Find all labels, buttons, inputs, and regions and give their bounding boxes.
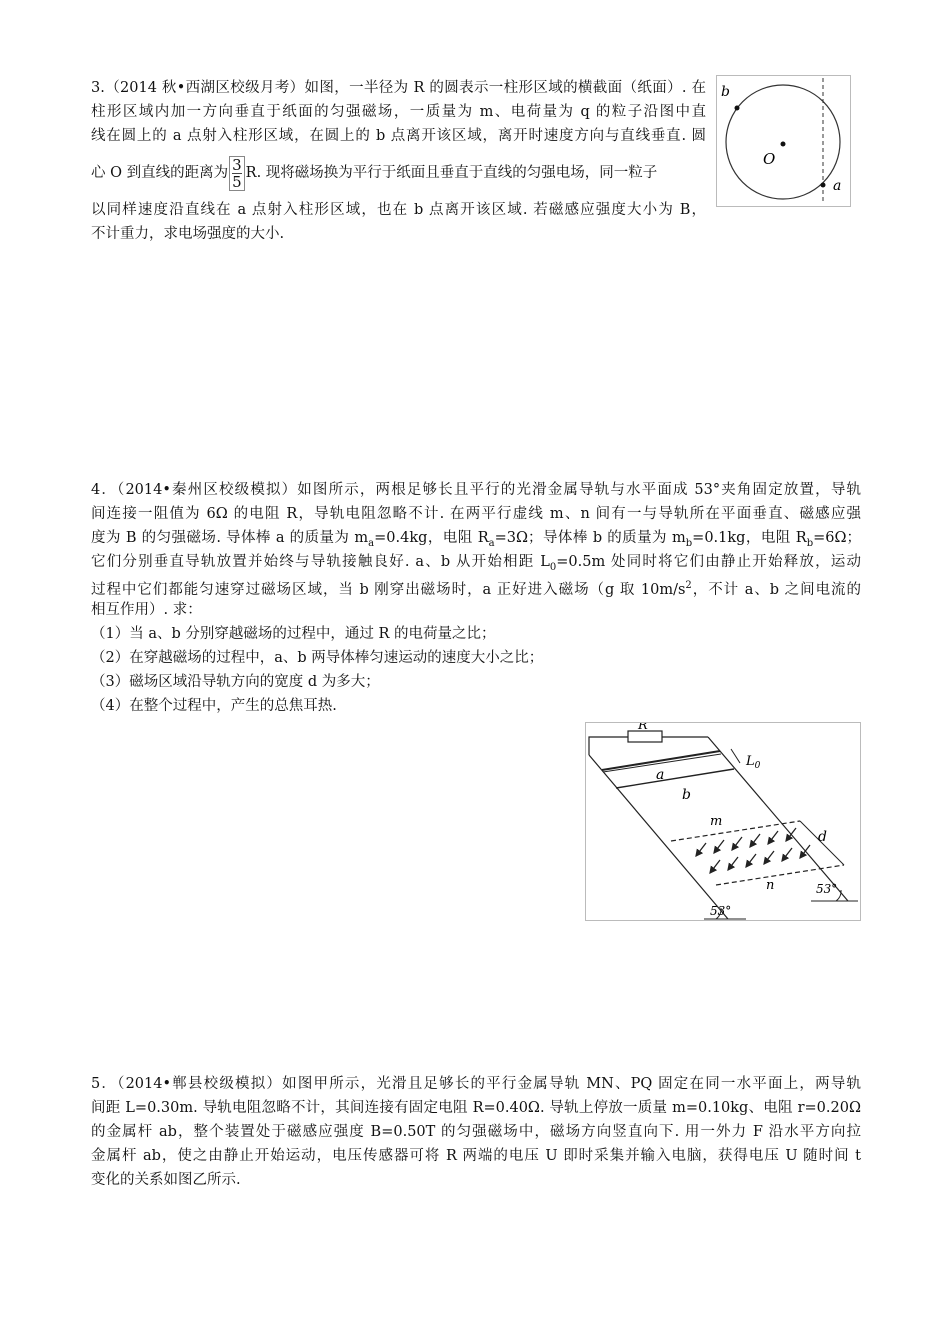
q4-line-3: [91, 526, 861, 550]
q4-line-4-b: =0.5m 处同时将它们由静止开始释放，运动: [556, 554, 861, 570]
label-b: b: [721, 84, 730, 100]
q4-line-5: [91, 574, 861, 598]
label-l0: $L_0$: [746, 754, 761, 771]
rod-b: [616, 769, 734, 788]
q4-sub-ma: a: [368, 537, 375, 549]
q5-line-2: 间距 L=0.30m. 导轨电阻忽略不计，其间连接有固定电阻 R=0.40Ω. 导轨上停放一质量 m=0.10kg、电阻 r=0.20Ω: [91, 1100, 861, 1116]
q4-line-3-d: =0.1kg，电阻 R: [692, 530, 807, 546]
q4-line-2: 间连接一阻值为 6Ω 的电阻 R，导轨电阻忽略不计. 在两平行虚线 m、n 间有一与导轨所在平面垂直、磁感应强: [91, 506, 861, 522]
point-a: [821, 183, 826, 188]
q5-line-1: 5．（2014•郸县校级模拟）如图甲所示，光滑且足够长的平行金属导轨 MN、PQ 固定在同一水平面上，两导轨: [91, 1076, 861, 1092]
q4-line-6: 相互作用）. 求：: [91, 602, 202, 618]
q4-line-5-a: 过程中它们都能匀速穿过磁场区域，当 b 刚穿出磁场时，a 正好进入磁场（g 取 10m/s: [91, 581, 686, 598]
label-resistor: R: [638, 723, 648, 733]
wire-left: [589, 737, 628, 755]
q4-sub-ra: a: [488, 537, 495, 549]
q4-line-5-b: ，不计 a、b 之间电流的: [691, 581, 861, 598]
right-rail: [708, 737, 848, 901]
q5-line-3: 的金属杆 ab，整个装置处于磁感应强度 B=0.50T 的匀强磁场中，磁场方向竖直向下. 用一外力 F 沿水平方向拉: [91, 1124, 861, 1140]
angle-right: 53°: [816, 882, 838, 896]
fraction: [229, 156, 245, 191]
label-rod-b: b: [682, 787, 691, 803]
circle-diagram: [717, 76, 850, 206]
label-o: O: [763, 150, 776, 168]
q3-line-3: 线在圆上的 a 点射入柱形区域，在圆上的 b 点离开该区域，离开时速度方向与直线垂直. 圆: [91, 128, 707, 144]
point-b: [735, 106, 740, 111]
q3-line-6: 不计重力，求电场强度的大小.: [91, 226, 285, 242]
q4-item-3: （3）磁场区域沿导轨方向的宽度 d 为多大；: [91, 674, 380, 690]
question-4: [91, 478, 861, 718]
label-a: a: [833, 178, 842, 194]
fraction-numerator: 3: [232, 155, 242, 174]
fraction-denominator: 5: [232, 172, 242, 191]
q3-line-4: [91, 148, 706, 198]
q4-sub-mb: b: [685, 537, 693, 549]
q4-sup-2: 2: [685, 580, 692, 591]
label-n: n: [766, 878, 775, 893]
q4-line-1: 4．（2014•秦州区校级模拟）如图所示，两根足够长且平行的光滑金属导轨与水平面成 53°夹角固定放置，导轨: [91, 482, 861, 498]
q4-sub-l0: 0: [549, 561, 557, 573]
q3-line-4-post: R. 现将磁场换为平行于纸面且垂直于直线的匀强电场，同一粒子: [245, 165, 658, 181]
q4-item-4: （4）在整个过程中，产生的总焦耳热.: [91, 698, 337, 714]
label-d: d: [818, 829, 827, 845]
l0-marker: [731, 749, 740, 763]
q5-line-5: 变化的关系如图乙所示.: [91, 1172, 241, 1188]
circle-figure: [716, 75, 851, 207]
q4-line-4: [91, 550, 861, 574]
q4-line-3-a: 度为 B 的匀强磁场. 导体棒 a 的质量为 m: [91, 530, 369, 546]
q4-line-3-b: =0.4kg，电阻 R: [374, 530, 489, 546]
boundary-m: [671, 821, 800, 841]
q4-item-2: （2）在穿越磁场的过程中，a、b 两导体棒匀速运动的速度大小之比；: [91, 650, 544, 666]
q4-sub-rb: b: [806, 537, 814, 549]
question-5: [91, 1072, 861, 1192]
q3-line-5: 以同样速度沿直线在 a 点射入柱形区域，也在 b 点离开该区域. 若磁感应强度大小为 B，: [91, 202, 706, 218]
q4-line-3-c: =3Ω；导体棒 b 的质量为 m: [494, 530, 686, 546]
point-o: [781, 142, 786, 147]
angle-left: 53°: [710, 904, 732, 918]
rail-diagram: [586, 723, 860, 920]
q5-line-4: 金属杆 ab，使之由静止开始运动，电压传感器可将 R 两端的电压 U 即时采集并输入电脑，获得电压 U 随时间 t: [91, 1148, 861, 1164]
label-rod-a: a: [656, 767, 665, 783]
q3-line-2: 柱形区域内加一方向垂直于纸面的匀强磁场，一质量为 m、电荷量为 q 的粒子沿图中直: [91, 104, 706, 120]
q4-item-1: （1）当 a、b 分别穿越磁场的过程中，通过 R 的电荷量之比；: [91, 626, 496, 642]
q4-line-4-a: 它们分别垂直导轨放置并始终与导轨接触良好. a、b 从开始相距 L: [91, 554, 550, 570]
label-m: m: [710, 814, 723, 829]
question-3: [91, 76, 706, 246]
q3-line-1: 3.（2014 秋•西湖区校级月考）如图，一半径为 R 的圆表示一柱形区域的横截面（纸面）. 在: [91, 80, 706, 96]
q3-line-4-pre: 心 O 到直线的距离为: [91, 165, 229, 181]
rail-figure: [585, 722, 861, 921]
q4-line-3-e: =6Ω；: [813, 530, 862, 546]
